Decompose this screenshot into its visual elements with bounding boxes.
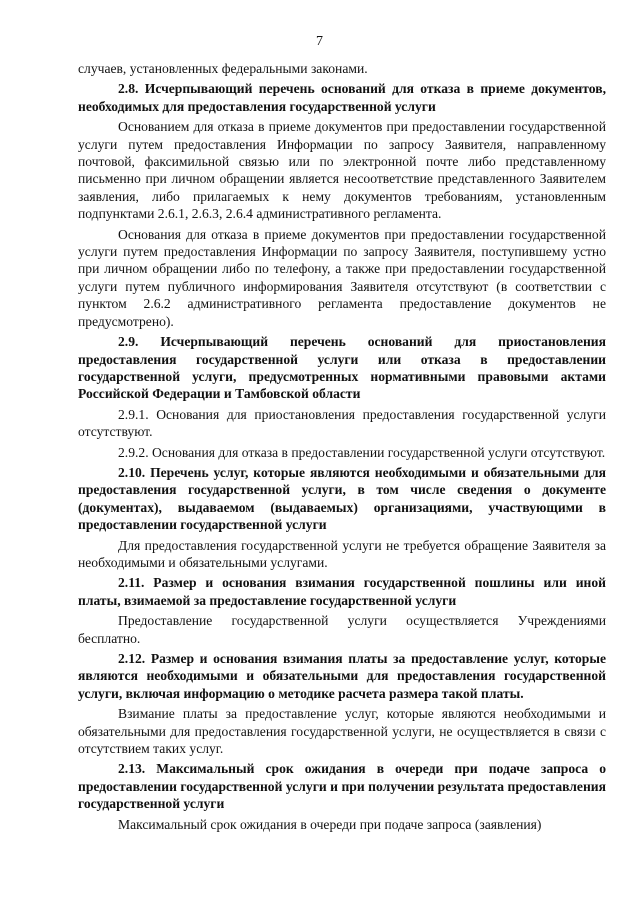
- section-heading: 2.11. Размер и основания взимания государственной пошлины или иной платы, взимаемой за предоставление государственной услуги: [78, 575, 606, 608]
- body-paragraph: 2.9.1. Основания для приостановления предоставления государственной услуги отсутствуют.: [78, 406, 606, 440]
- body-paragraph: Взимание платы за предоставление услуг, которые являются необходимыми и обязательными для предоставления государственной услуги, не осуществляется в связи с отсутствием таких услуг.: [78, 706, 606, 757]
- body-paragraph: 2.9.2. Основания для отказа в предоставлении государственной услуги отсутствуют.: [118, 444, 606, 460]
- body-paragraph: Для предоставления государственной услуги не требуется обращение Заявителя за необходимыми и обязательными услугами.: [78, 537, 606, 570]
- section-heading: 2.8. Исчерпывающий перечень оснований для отказа в приеме документов, необходимых для предоставления государственной услуги: [78, 81, 606, 114]
- body-paragraph: Основанием для отказа в приеме документов при предоставлении государственной услуги путем предоставления Информации по запросу Заявителя, направленному почтовой, факсимильной связью или по электронной почте либо представленному письменно при личном обращении является несоответствие представленного Заявителем заявления, либо прилагаемых к нему документов требованиям, установленным подпунктами 2.6.1, 2.6.3, 2.6.4 административного регламента.: [78, 119, 606, 222]
- document-body: [78, 60, 606, 836]
- body-paragraph: Предоставление государственной услуги осуществляется Учреждениями бесплатно.: [78, 613, 606, 646]
- section-heading: 2.9. Исчерпывающий перечень оснований для приостановления предоставления государственной услуги или отказа в предоставлении государственной услуги, предусмотренных нормативными правовыми актами Российской Федерации и Тамбовской области: [78, 334, 606, 402]
- body-paragraph: случаев, установленных федеральными законами.: [78, 61, 368, 76]
- section-heading: 2.12. Размер и основания взимания платы за предоставление услуг, которые являются необходимыми и обязательными для предоставления государственной услуги, включая информацию о методике расчета размера такой платы.: [78, 651, 606, 701]
- page-number: 7: [316, 34, 323, 49]
- body-paragraph: Максимальный срок ожидания в очереди при подаче запроса (заявления): [118, 816, 542, 832]
- body-paragraph: Основания для отказа в приеме документов при предоставлении государственной услуги путем предоставления Информации по запросу Заявителя, поступившему устно при личном обращении либо по телефону, а также при предоставлении государственной услуги путем публичного информирования Заявителя отсутствуют (в соответствии с пунктом 2.6.2 административного регламента предоставление документов не предусмотрено).: [78, 226, 606, 329]
- section-heading: 2.10. Перечень услуг, которые являются необходимыми и обязательными для предоставления государственной услуги, в том числе сведения о документе (документах), выдаваемом (выдаваемых) организациями, участвующими в предоставлении государственной услуги: [78, 464, 606, 533]
- section-heading: 2.13. Максимальный срок ожидания в очереди при подаче запроса о предоставлении государственной услуги и при получении результата предоставления государственной услуги: [78, 761, 606, 812]
